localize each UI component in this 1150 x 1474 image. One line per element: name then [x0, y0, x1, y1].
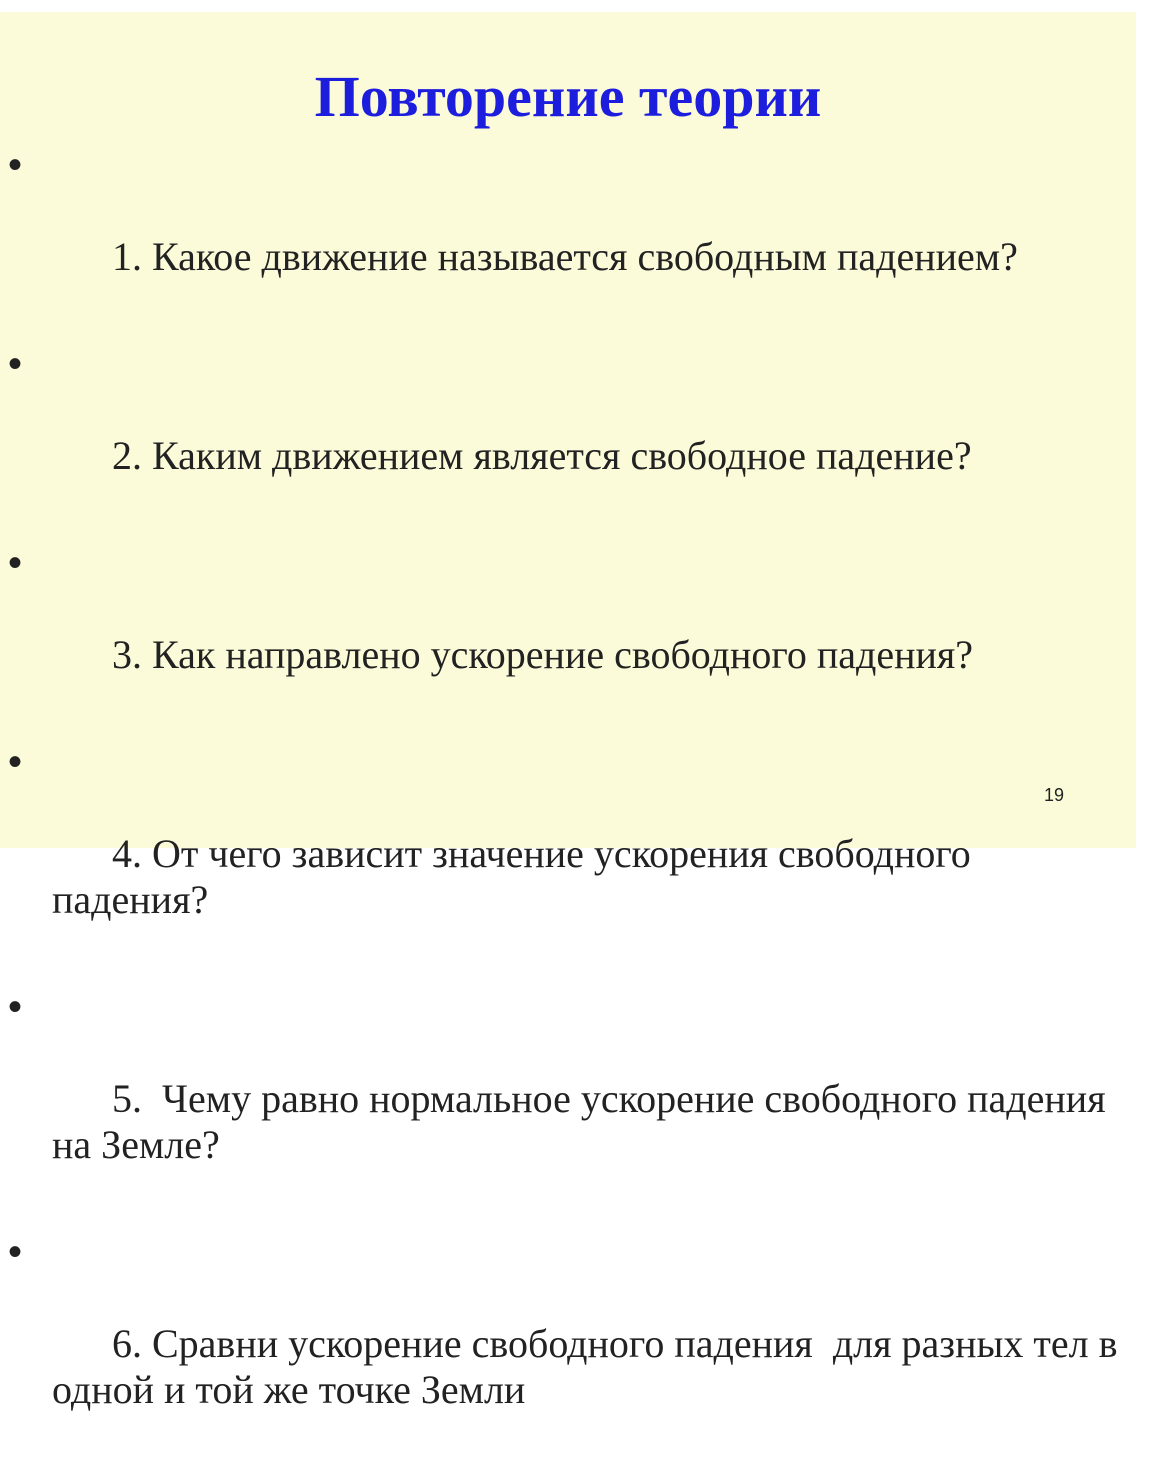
- bullet-icon: •: [8, 541, 23, 585]
- list-item: [0, 739, 1136, 969]
- question-text: 2. Каким движением является свободное падение?: [112, 433, 972, 478]
- question-text: 1. Какое движение называется свободным падением?: [112, 234, 1018, 279]
- list-item: [0, 984, 1136, 1214]
- bullet-icon: •: [8, 342, 23, 386]
- question-list: [0, 142, 1136, 1474]
- question-text: 3. Как направлено ускорение свободного падения?: [112, 632, 974, 677]
- list-item: [0, 540, 1136, 724]
- question-text: 6. Сравни ускорение свободного падения для разных тел в одной и той же точке Земли: [52, 1321, 1128, 1412]
- list-item: [0, 1229, 1136, 1459]
- question-text: 5. Чему равно нормальное ускорение свободного падения на Земле?: [52, 1076, 1116, 1167]
- page-number: 19: [1043, 785, 1064, 805]
- list-item: [0, 142, 1136, 326]
- bullet-icon: •: [8, 985, 23, 1029]
- list-item: [0, 341, 1136, 525]
- question-text: 4. От чего зависит значение ускорения свободного падения?: [52, 831, 981, 922]
- bullet-icon: •: [8, 143, 23, 187]
- bullet-icon: •: [8, 740, 23, 784]
- slide-title: Повторение теории: [314, 64, 822, 129]
- slide: [0, 12, 1136, 1412]
- bullet-icon: •: [8, 1230, 23, 1274]
